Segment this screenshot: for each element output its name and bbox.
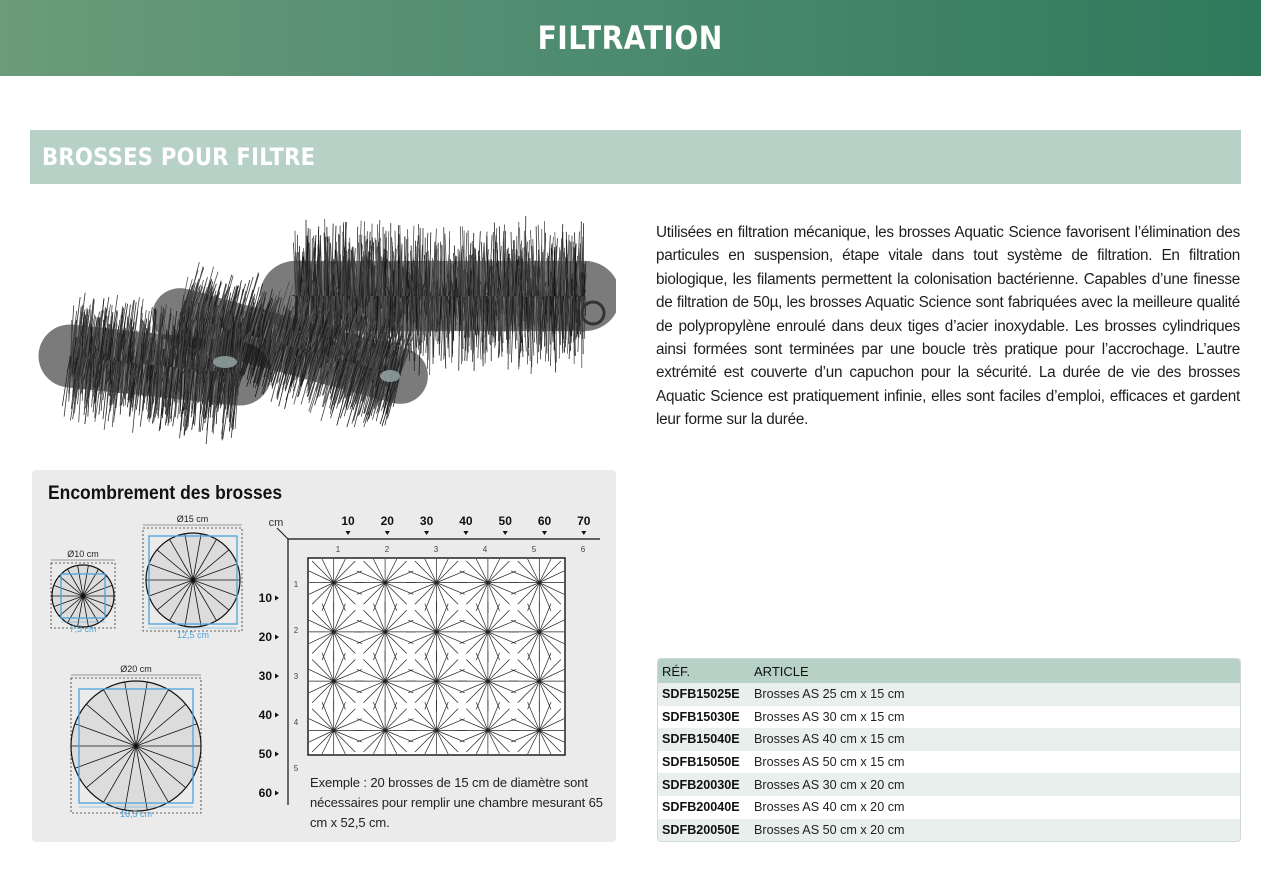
y-tick-label: 30 xyxy=(258,669,272,683)
end-cap xyxy=(213,356,237,368)
filter-brushes-photo xyxy=(30,196,616,458)
x-tick-label: 50 xyxy=(498,514,512,528)
row-ref: SDFB15030E xyxy=(662,709,740,724)
row-ref: SDFB20040E xyxy=(662,800,740,815)
x-count-label: 2 xyxy=(384,545,390,554)
diameter-label: Ø15 cm xyxy=(176,514,209,524)
x-tick-marker xyxy=(503,531,508,535)
row-article: Brosses AS 30 cm x 20 cm xyxy=(754,777,905,792)
row-article: Brosses AS 40 cm x 15 cm xyxy=(754,732,905,747)
diameter-label: Ø10 cm xyxy=(67,549,99,559)
table-header xyxy=(658,659,1240,683)
row-article: Brosses AS 50 cm x 20 cm xyxy=(754,822,905,837)
y-tick-marker xyxy=(275,752,279,757)
y-tick-marker xyxy=(275,713,279,718)
y-tick-label: 50 xyxy=(258,747,272,761)
row-article: Brosses AS 40 cm x 20 cm xyxy=(754,800,905,815)
y-count-label: 4 xyxy=(293,718,299,727)
x-tick-label: 70 xyxy=(577,514,591,528)
x-tick-label: 20 xyxy=(380,514,394,528)
inner-size-label: 7,5 cm xyxy=(69,624,97,634)
page-title: FILTRATION xyxy=(537,19,724,57)
brush-front xyxy=(62,293,245,444)
x-tick-label: 10 xyxy=(341,514,355,528)
x-count-label: 6 xyxy=(580,545,586,554)
reference-table xyxy=(657,658,1241,842)
header-article: ARTICLE xyxy=(754,663,809,679)
y-count-label: 5 xyxy=(293,764,299,773)
y-tick-marker xyxy=(275,635,279,640)
product-description: Utilisées en filtration mécanique, les brosses Aquatic Science favorisent l’élimination des particules en suspension, étape vitale dans tout système de filtration. En filtration biologique, les filaments permettent la colonisation bactérienne. Capables d’une finesse de filtration de 50µ, les brosses Aquatic Science sont fabriquées avec la meilleure qualité de polypropylène enroulé dans deux tiges d’acier inoxydable. Les brosses cylindriques ainsi formées sont terminées par une boucle très pratique pour l’accrochage. L’autre extrémité est couverte d’un capuchon pour la sécurité. La durée de vie des brosses Aquatic Science est pratiquement infinie, elles sont faciles d’emploi, efficaces et gardent leur forme sur la durée. xyxy=(656,224,1240,429)
y-count-label: 2 xyxy=(293,626,299,635)
x-tick-marker xyxy=(424,531,429,535)
table-row xyxy=(658,728,1240,751)
inner-size-label: 12,5 cm xyxy=(176,630,210,640)
header-ref: RÉF. xyxy=(662,663,691,679)
x-tick-label: 60 xyxy=(537,514,552,528)
y-tick-marker xyxy=(275,596,279,601)
table-row xyxy=(658,773,1240,796)
inner-size-label: 16,5 cm xyxy=(119,809,153,819)
row-ref: SDFB15040E xyxy=(662,732,740,747)
row-ref: SDFB15050E xyxy=(662,755,740,770)
unit-label: cm xyxy=(268,517,284,529)
table-row xyxy=(658,796,1240,819)
x-count-label: 4 xyxy=(482,545,488,554)
y-count-label: 1 xyxy=(293,580,299,589)
x-tick-marker xyxy=(542,531,547,535)
row-ref: SDFB15025E xyxy=(662,687,740,702)
x-tick-label: 30 xyxy=(419,514,434,528)
x-tick-marker xyxy=(463,531,468,535)
dimensions-title: Encombrement des brosses xyxy=(48,483,283,504)
x-tick-marker xyxy=(581,531,586,535)
x-tick-label: 40 xyxy=(459,514,473,528)
brush-section-2 xyxy=(143,514,242,640)
x-tick-marker xyxy=(385,531,390,535)
brush-section-3 xyxy=(71,664,201,819)
y-tick-marker xyxy=(275,674,279,679)
row-ref: SDFB20050E xyxy=(662,822,740,837)
section-title: BROSSES POUR FILTRE xyxy=(42,143,316,171)
brush-section-1 xyxy=(51,549,115,634)
table-row xyxy=(658,819,1240,842)
top-banner xyxy=(0,0,1261,76)
x-count-label: 5 xyxy=(531,545,537,554)
y-tick-marker xyxy=(275,791,279,796)
y-tick-label: 60 xyxy=(258,786,272,800)
section-header xyxy=(30,130,1241,184)
y-count-label: 3 xyxy=(293,672,299,681)
row-article: Brosses AS 50 cm x 15 cm xyxy=(754,755,905,770)
y-tick-label: 40 xyxy=(258,708,272,722)
end-cap xyxy=(380,370,400,382)
y-tick-label: 10 xyxy=(258,591,272,605)
x-count-label: 1 xyxy=(335,545,341,554)
diameter-label: Ø20 cm xyxy=(120,664,152,674)
row-article: Brosses AS 30 cm x 15 cm xyxy=(754,709,905,724)
table-row xyxy=(658,683,1240,706)
table-row xyxy=(658,706,1240,729)
x-tick-marker xyxy=(346,531,351,535)
row-article: Brosses AS 25 cm x 15 cm xyxy=(754,687,905,702)
table-row xyxy=(658,751,1240,774)
x-count-label: 3 xyxy=(433,545,439,554)
y-tick-label: 20 xyxy=(258,630,272,644)
row-ref: SDFB20030E xyxy=(662,777,740,792)
dimensions-panel xyxy=(32,470,616,842)
example-note: Exemple : 20 brosses de 15 cm de diamètre sont nécessaires pour remplir une chambre mesurant 65 cm x 52,5 cm. xyxy=(310,775,603,830)
